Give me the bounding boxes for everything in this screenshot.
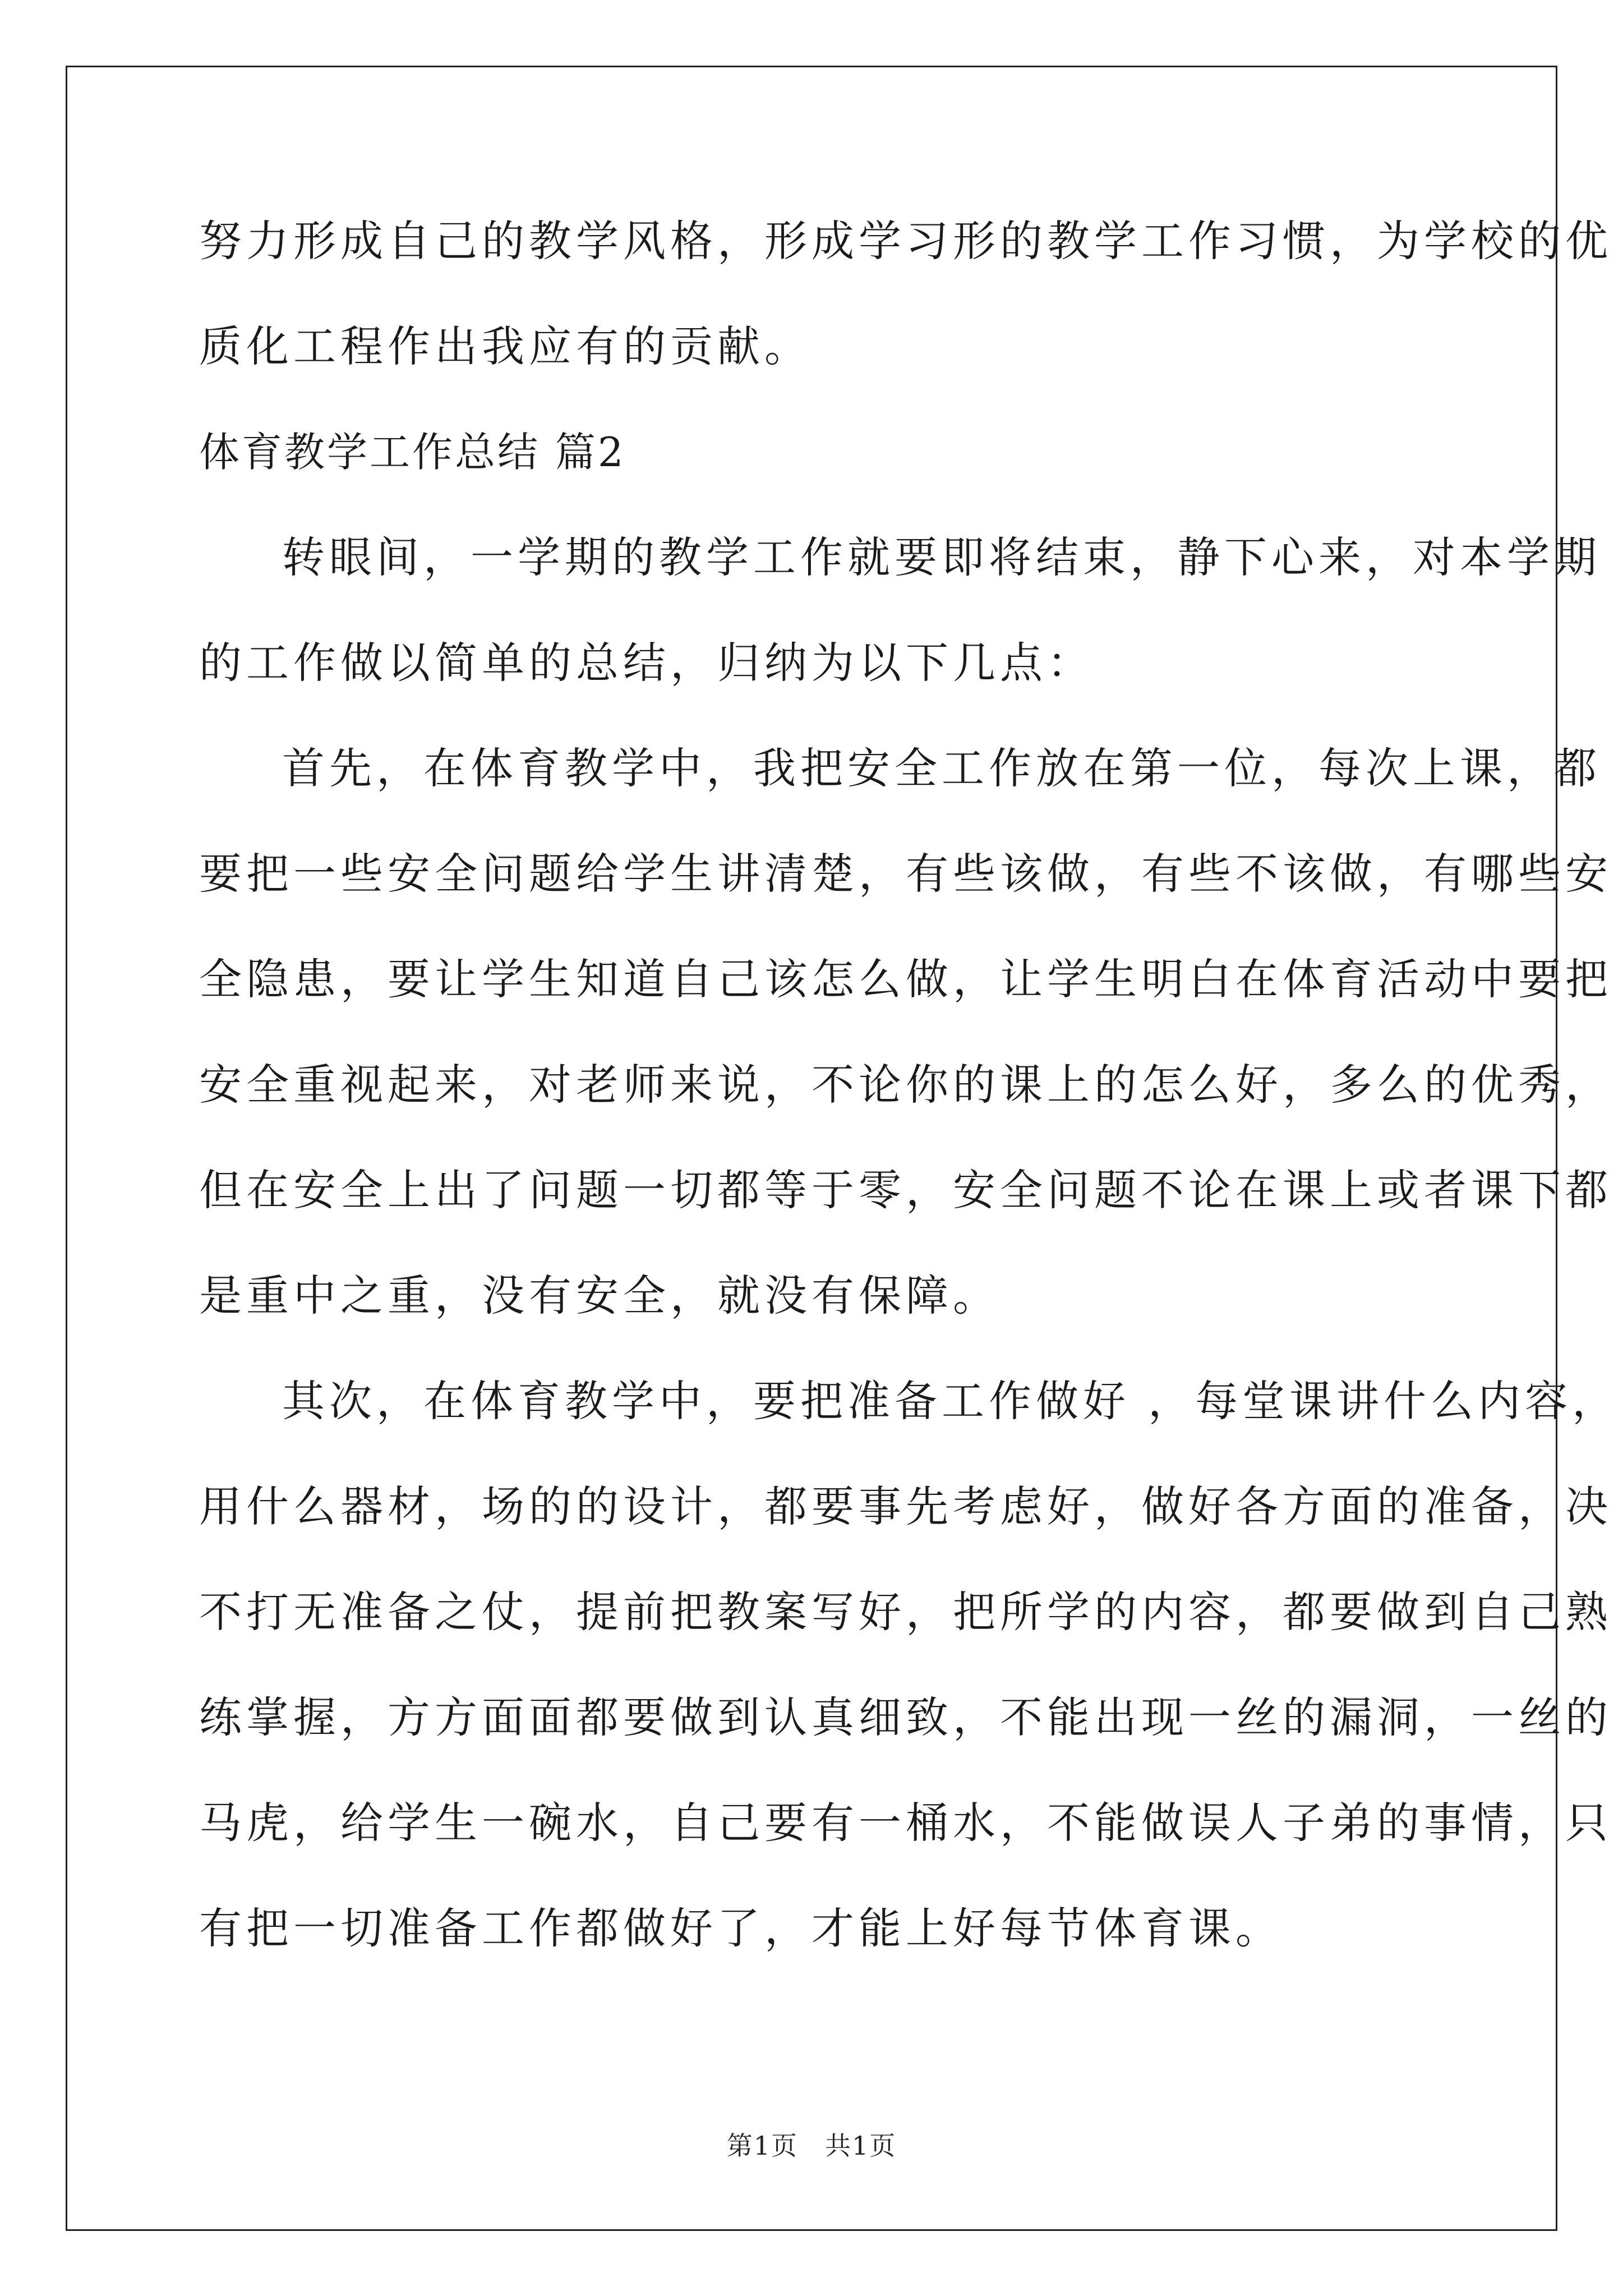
text-line: 练掌握，方方面面都要做到认真细致，不能出现一丝的漏洞，一丝的 — [199, 1692, 1612, 1742]
text-line: 质化工程作出我应有的贡献。 — [199, 321, 811, 371]
paragraph — [199, 740, 1612, 1324]
text-line: 但在安全上出了问题一切都等于零，安全问题不论在课上或者课下都 — [199, 1165, 1612, 1215]
text-line: 安全重视起来，对老师来说，不论你的课上的怎么好，多么的优秀， — [199, 1060, 1612, 1110]
document-body — [199, 213, 1620, 1957]
text-line: 的工作做以简单的总结，归纳为以下几点： — [199, 638, 1094, 688]
text-line: 有把一切准备工作都做好了，才能上好每节体育课。 — [199, 1903, 1283, 1953]
text-line: 不打无准备之仗，提前把教案写好，把所学的内容，都要做到自己熟 — [199, 1587, 1612, 1637]
text-line: 全隐患，要让学生知道自己该怎么做，让学生明白在体育活动中要把 — [199, 954, 1612, 1004]
heading-text: 体育教学工作总结 篇2 — [199, 429, 626, 476]
text-line: 要把一些安全问题给学生讲清楚，有些该做，有些不该做，有哪些安 — [199, 849, 1612, 899]
section-heading — [199, 424, 1433, 480]
text-line: 马虎，给学生一碗水，自己要有一桶水，不能做误人子弟的事情，只 — [199, 1798, 1612, 1848]
text-line: 其次，在体育教学中，要把准备工作做好 ，每堂课讲什么内容， — [282, 1376, 1620, 1426]
page-number-footer: 第1页 共1页 — [726, 2131, 897, 2161]
paragraph — [199, 1373, 1620, 1957]
paragraph — [199, 530, 1601, 691]
text-line: 转眼间，一学期的教学工作就要即将结束，静下心来，对本学期 — [282, 532, 1601, 582]
text-line: 首先，在体育教学中，我把安全工作放在第一位，每次上课，都 — [282, 743, 1601, 793]
paragraph — [199, 213, 1612, 375]
text-line: 努力形成自己的教学风格，形成学习形的教学工作习惯，为学校的优 — [199, 216, 1612, 266]
text-line: 用什么器材，场的的设计，都要事先考虑好，做好各方面的准备，决 — [199, 1481, 1612, 1531]
text-line: 是重中之重，没有安全，就没有保障。 — [199, 1271, 1000, 1320]
